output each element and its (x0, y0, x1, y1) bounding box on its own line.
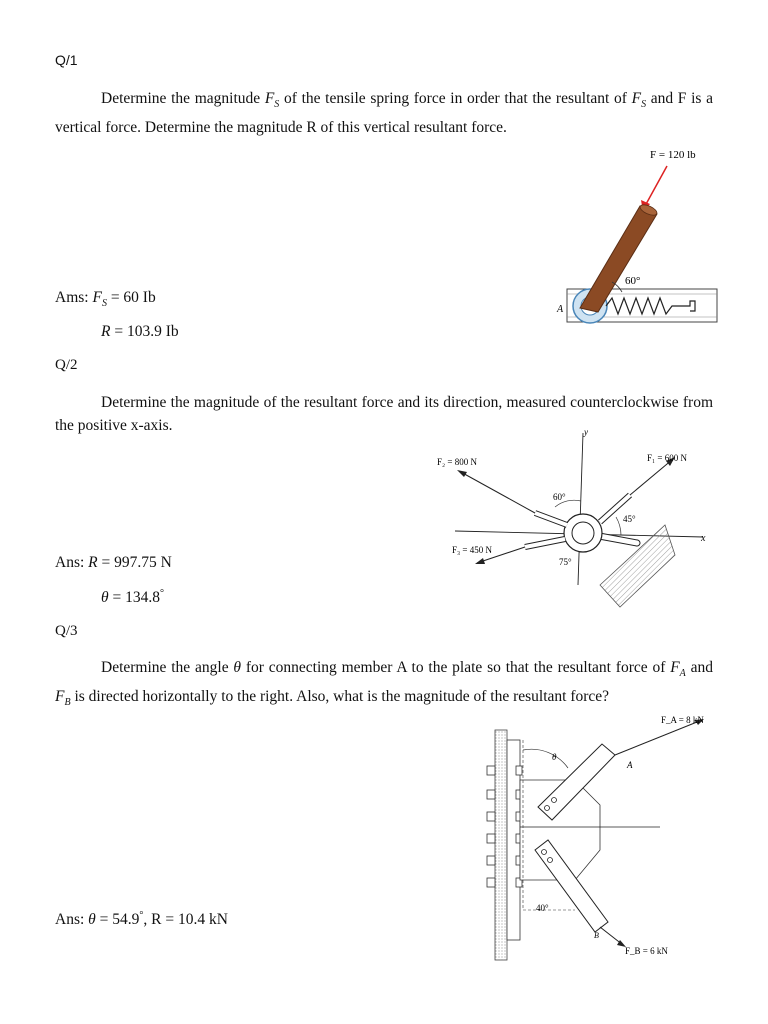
f1-label: F₁ = 600 N (647, 453, 687, 463)
fb-label: F_B = 6 kN (625, 946, 668, 956)
y-axis (578, 433, 583, 585)
force-diagram (425, 425, 725, 610)
member-b-label: B (594, 931, 599, 940)
f2-arrow-icon (457, 470, 467, 477)
angle-40-label: 40° (536, 903, 549, 913)
angle-75-label: 75° (559, 557, 572, 567)
f3-arrow-icon (475, 558, 485, 564)
question-1-label: Q/1 (55, 52, 78, 68)
x-axis-label: x (701, 533, 706, 544)
question-3-text: Determine the angle θ for connecting member A to the plate so that the resultant force of $F_A$ and $F_B$ is directed horizontally to the right. Also, what is the magnitude of the resultant force? (55, 659, 713, 709)
wall (495, 730, 507, 960)
answer-1-r: R = 103.9 Ib (101, 323, 179, 340)
fa-label: F_A = 8 kN (661, 715, 704, 725)
point-a-label: A (557, 304, 564, 315)
answer-3: Ans: θ = 54.9°, R = 10.4 kN (55, 910, 228, 929)
f2-label: F₂ = 800 N (437, 457, 477, 467)
angle-45-label: 45° (623, 514, 636, 524)
spring-figure (540, 142, 720, 342)
member-a-label: A (627, 760, 633, 770)
force-label: F = 120 lb (650, 149, 696, 161)
f3-label: F₃ = 450 N (452, 545, 492, 555)
fa-vector (615, 720, 702, 755)
plate-diagram (480, 710, 720, 965)
question-2-label: Q/2 (55, 357, 78, 373)
angle-60-label: 60° (553, 492, 566, 502)
theta-label: θ (552, 752, 557, 762)
force-arrow (645, 166, 667, 206)
question-1-text: Determine the magnitude $F_S$ of the tensile spring force in order that the resultant of $F_S$ and F is a vertical force. Determine the magnitude R of this vertical resultant force. (55, 90, 714, 137)
f2-vector (459, 471, 535, 513)
question-2-text: Determine the magnitude of the resultant force and its direction, measured counterclockwise from the positive x-axis. (55, 394, 713, 434)
angle-label: 60° (625, 275, 641, 287)
answer-2-r: Ans: R = 997.75 N (55, 554, 172, 571)
f1-vector (630, 459, 673, 495)
question-3-label: Q/3 (55, 623, 78, 639)
y-axis-label: y (584, 427, 588, 437)
answer-2-theta: θ = 134.8° (101, 588, 164, 607)
answer-1-fs: Ams: $F_S = 60$ Ib (55, 289, 156, 310)
